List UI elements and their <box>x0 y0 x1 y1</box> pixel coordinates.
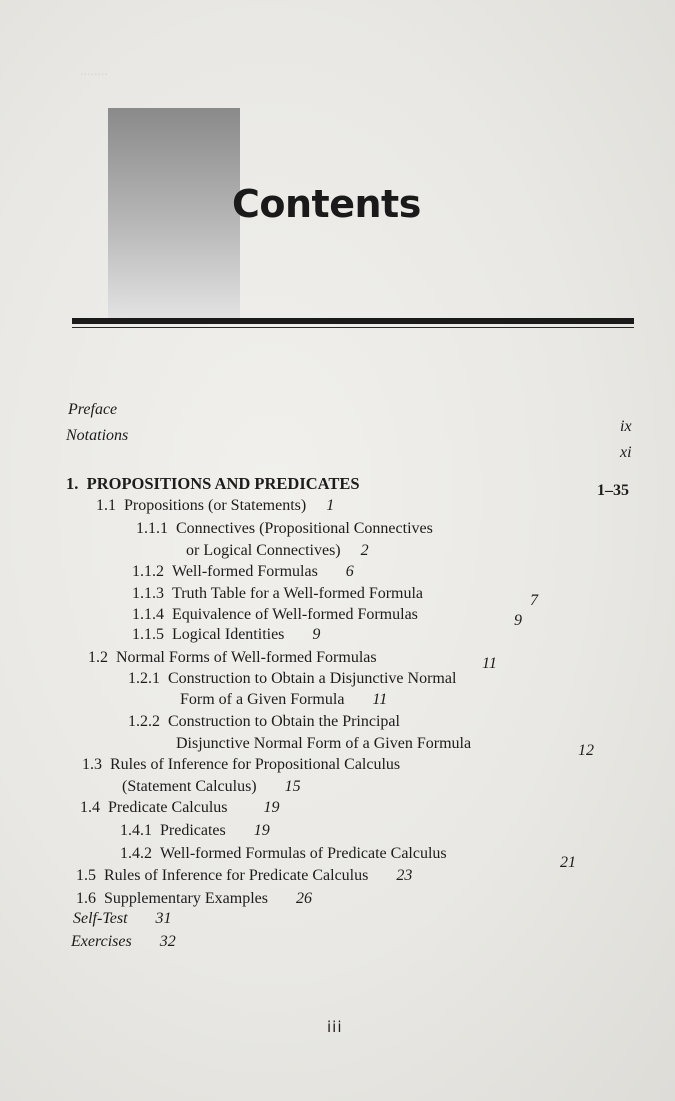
toc-entry-page: 7 <box>530 592 538 609</box>
toc-entry: 1.1.4 Equivalence of Well-formed Formulas <box>132 606 418 623</box>
toc-entry-page: 21 <box>560 854 576 871</box>
toc-entry-continuation: or Logical Connectives) 2 <box>186 542 369 559</box>
toc-entry-page: 9 <box>514 612 522 629</box>
toc-entry: 1.1.2 Well-formed Formulas 6 <box>132 563 354 580</box>
page-title: Contents <box>232 182 421 226</box>
chapter-title: PROPOSITIONS AND PREDICATES <box>86 474 360 493</box>
toc-entry: 1.3 Rules of Inference for Propositional Calculus <box>82 756 401 773</box>
toc-entry-continuation: Form of a Given Formula 11 <box>180 691 388 708</box>
toc-entry: 1.4.1 Predicates 19 <box>120 822 270 839</box>
header-rule-thin <box>72 327 634 328</box>
toc-preface-label: Preface <box>68 401 118 418</box>
toc-entry-continuation: Disjunctive Normal Form of a Given Formula <box>176 735 472 752</box>
show-through-text: ........ <box>80 64 108 79</box>
toc-entry-page: 11 <box>482 655 497 672</box>
toc-entry: 1.6 Supplementary Examples 26 <box>76 890 312 907</box>
toc-entry-continuation: (Statement Calculus) 15 <box>122 778 301 795</box>
toc-entry: 1.2.2 Construction to Obtain the Principal <box>128 713 400 730</box>
toc-entry: 1.4.2 Well-formed Formulas of Predicate Calculus <box>120 845 447 862</box>
toc-notations-label: Notations <box>66 427 129 444</box>
toc-entry: 1.1.1 Connectives (Propositional Connectives <box>136 520 433 537</box>
toc-entry: 1.1.3 Truth Table for a Well-formed Formula <box>132 585 424 602</box>
header-rule-thick <box>72 318 634 324</box>
toc-chapter-heading <box>66 474 360 494</box>
toc-exercises: Exercises 32 <box>71 933 176 950</box>
toc-self-test: Self-Test 31 <box>73 910 172 927</box>
chapter-number: 1. <box>66 474 79 493</box>
header-gradient-block <box>108 108 240 318</box>
toc-entry: 1.1 Propositions (or Statements) 1 <box>96 497 335 514</box>
page-number: iii <box>327 1018 343 1036</box>
chapter-pages: 1–35 <box>597 482 629 499</box>
toc-entry: 1.2 Normal Forms of Well-formed Formulas <box>88 649 377 666</box>
toc-preface-page: ix <box>620 418 632 435</box>
toc-entry: 1.1.5 Logical Identities 9 <box>132 626 321 643</box>
toc-entry: 1.4 Predicate Calculus 19 <box>80 799 280 816</box>
toc-entry: 1.5 Rules of Inference for Predicate Calculus 23 <box>76 867 413 884</box>
toc-entry: 1.2.1 Construction to Obtain a Disjunctive Normal <box>128 670 457 687</box>
toc-notations-page: xi <box>620 444 632 461</box>
toc-entry-page: 12 <box>578 742 594 759</box>
